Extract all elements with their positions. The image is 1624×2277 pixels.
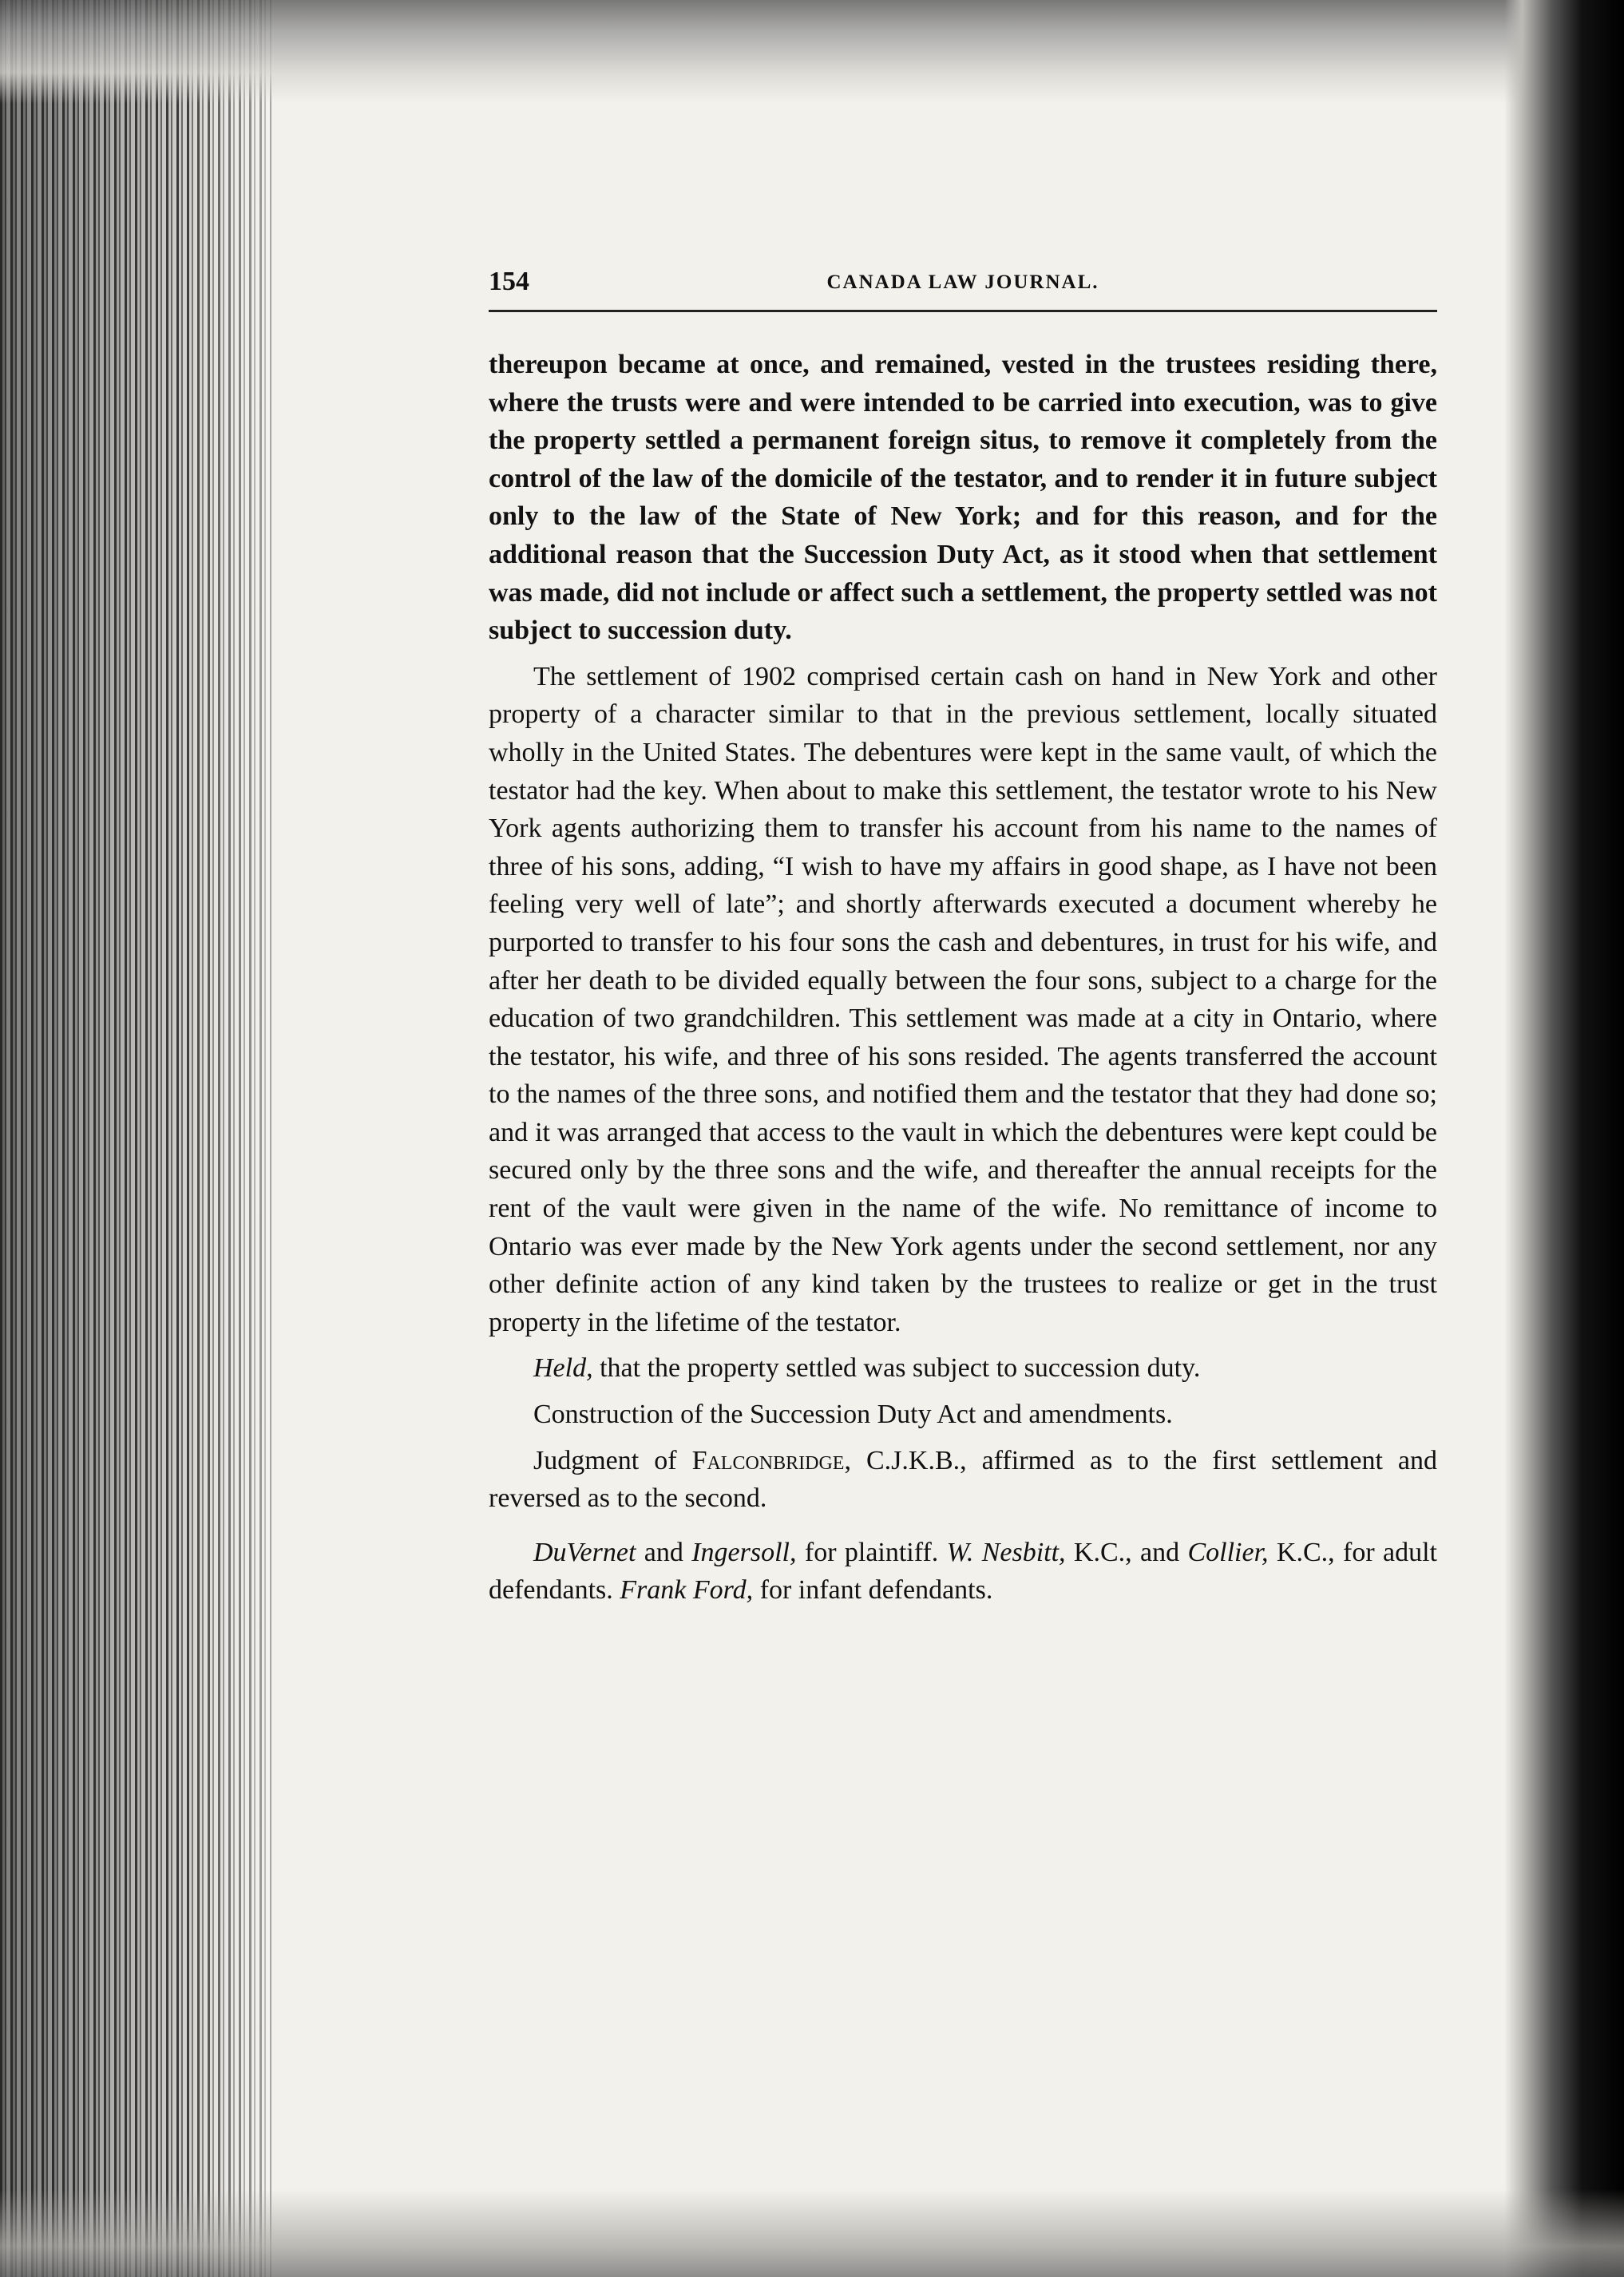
- scan-top-edge-shadow: [0, 0, 1624, 104]
- counsel-name: Collier,: [1187, 1537, 1269, 1567]
- paragraph-judgment: [489, 1442, 1437, 1518]
- scan-right-edge-shadow: [1504, 0, 1624, 2277]
- counsel-name: Ingersoll,: [691, 1537, 797, 1567]
- held-label: Held,: [533, 1353, 593, 1384]
- judgment-judge: Falconbridge: [691, 1445, 845, 1475]
- counsel-text: K.C., and: [1065, 1537, 1188, 1567]
- counsel-text: for plaintiff.: [796, 1537, 947, 1567]
- judgment-suffix: , C.J.K.B., affirmed as to the first settlement and reversed as to the second.: [489, 1445, 1437, 1514]
- journal-page: [489, 263, 1437, 1610]
- paragraph-construction: Construction of the Succession Duty Act and amendments.: [533, 1400, 1173, 1430]
- scan-bottom-edge-shadow: [0, 2189, 1624, 2277]
- counsel-text: for infant defendants.: [753, 1575, 993, 1606]
- paragraph-settlement-1902: The settlement of 1902 comprised certain cash on hand in New York and other property of a character similar to that in the previous settlement, locally situated wholly in the United States. The debentures were kept in the same vault, of which the testator had the key. When about to make this settlement, the testator wrote to his New York agents authorizing them to transfer his account from his name to the names of three of his sons, adding, “I wish to have my affairs in good shape, as I have not been feeling very well of late”; and shortly afterwards executed a document whereby he purported to transfer to his four sons the cash and debentures, in trust for his wife, and after her death to be divided equally between the four sons, subject to a charge for the education of two grandchildren. This settlement was made at a city in Ontario, where the testator, his wife, and three of his sons resided. The agents transferred the account to the names of the three sons, and notified them and the testator that they had done so; and it was arranged that access to the vault in which the debentures were kept could be secured only by the three sons and the wife, and thereafter the annual receipts for the rent of the vault were given in the name of the wife. No remittance of income to Ontario was ever made by the New York agents under the second settlement, nor any other definite action of any kind taken by the trustees to realize or get in the trust property in the lifetime of the testator.: [489, 661, 1437, 1337]
- scan-left-fade: [0, 0, 335, 2277]
- paragraph-continuation: thereupon became at once, and remained, vested in the trustees residing there, where the trusts were and were intended to be carried into execution, was to give the property settled a permanent foreign situs, to remove it completely from the control of the law of the domicile of the testator, and to render it in future subject only to the law of the State of New York; and for this reason, and for the additional reason that the Succession Duty Act, as it stood when that settlement was made, did not include or affect such a settlement, the property settled was not subject to succession duty.: [489, 350, 1437, 646]
- page-header: [489, 263, 1437, 312]
- body-text: [489, 346, 1437, 1610]
- paragraph-counsel: [489, 1534, 1437, 1610]
- counsel-name: DuVernet: [533, 1537, 636, 1567]
- paragraph-held: [489, 1349, 1437, 1388]
- running-head: CANADA LAW JOURNAL.: [826, 271, 1099, 293]
- counsel-name: W. Nesbitt,: [946, 1537, 1066, 1567]
- counsel-text: K.C., for adult defendants.: [489, 1537, 1437, 1606]
- page-number: 154: [489, 267, 529, 296]
- judgment-prefix: Judgment of: [533, 1445, 692, 1475]
- counsel-name: Frank Ford,: [620, 1575, 754, 1606]
- counsel-text: and: [636, 1537, 692, 1567]
- held-text: that the property settled was subject to succession duty.: [592, 1353, 1201, 1384]
